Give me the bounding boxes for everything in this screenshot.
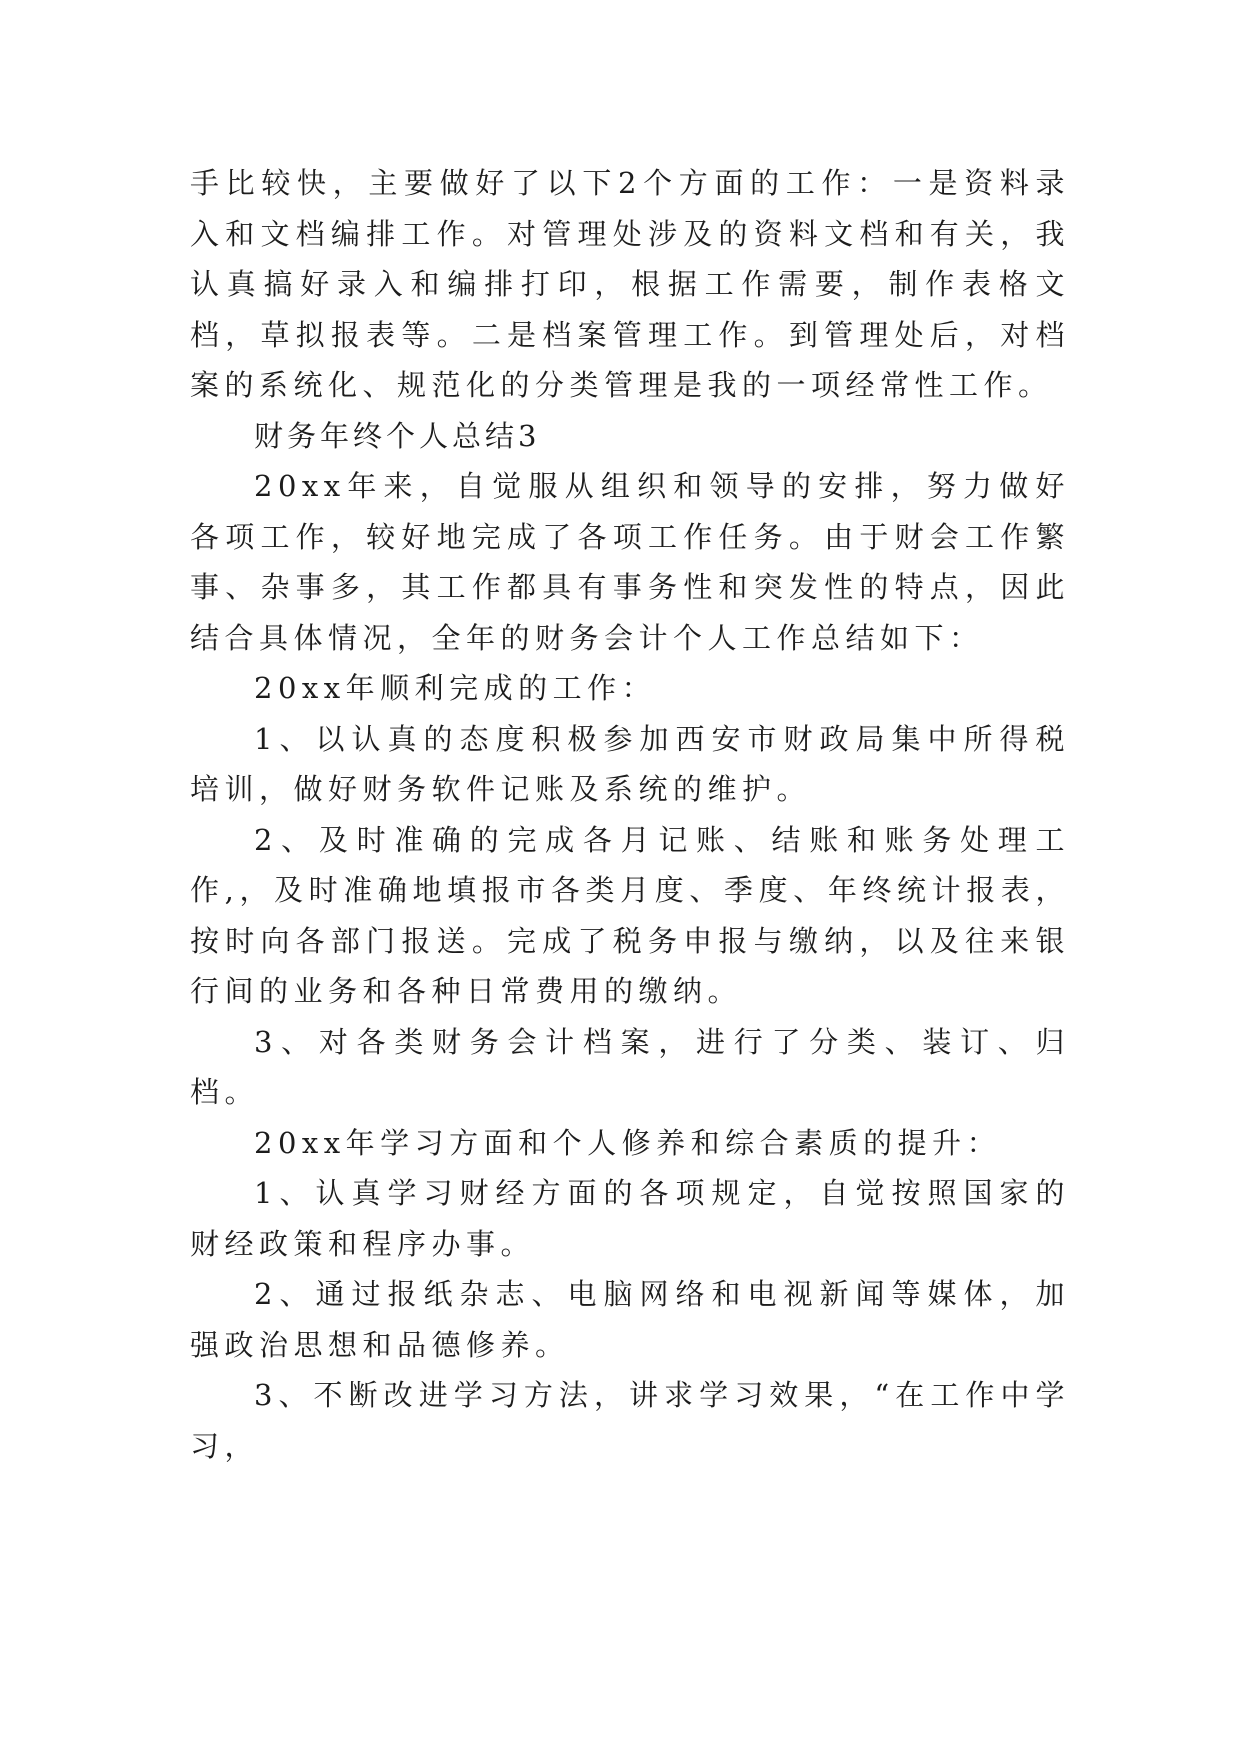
paragraph-study-heading: 20xx年学习方面和个人修养和综合素质的提升： [254,1125,1002,1160]
paragraph-study-item-2: 2、通过报纸杂志、电脑网络和电视新闻等媒体，加强政治思想和品德修养。 [190,1277,1070,1362]
paragraph-completed-item-2: 2、及时准确的完成各月记账、结账和账务处理工作,，及时准确地填报市各类月度、季度、年终统计报表，按时向各部门报送。完成了税务申报与缴纳，以及往来银行间的业务和各种日常费用的缴纳。 [190,822,1070,1008]
paragraph-continued-work: 手比较快，主要做好了以下2个方面的工作：一是资料录入和文档编排工作。对管理处涉及的资料文档和有关，我认真搞好录入和编排打印，根据工作需要，制作表格文档，草拟报表等。二是档案管理工作。到管理处后，对档案的系统化、规范化的分类管理是我的一项经常性工作。 [190,166,1070,402]
paragraph-completed-item-3: 3、对各类财务会计档案，进行了分类、装订、归档。 [190,1024,1070,1109]
paragraph-completed-work-heading: 20xx年顺利完成的工作： [254,671,657,705]
paragraph-intro: 20xx年来，自觉服从组织和领导的安排，努力做好各项工作，较好地完成了各项工作任务。由于财会工作繁事、杂事多，其工作都具有事务性和突发性的特点，因此结合具体情况，全年的财务会计个人工作总结如下： [190,469,1070,655]
paragraph-completed-item-1: 1、以认真的态度积极参加西安市财政局集中所得税培训，做好财务软件记账及系统的维护。 [190,721,1070,806]
paragraph-study-item-1: 1、认真学习财经方面的各项规定，自觉按照国家的财经政策和程序办事。 [190,1176,1070,1261]
section-heading: 财务年终个人总结3 [254,418,541,453]
document-body [190,158,1070,1471]
paragraph-study-item-3: 3、不断改进学习方法，讲求学习效果，“在工作中学习， [190,1378,1070,1463]
